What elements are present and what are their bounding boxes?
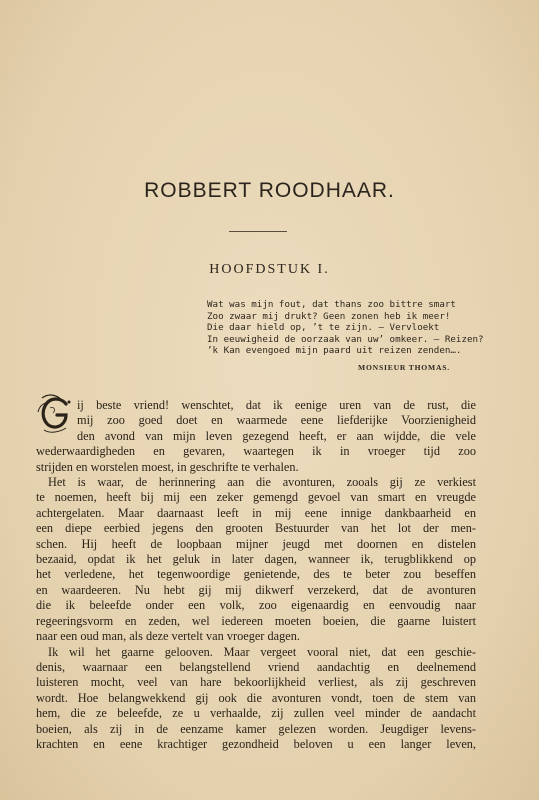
poem-line: Wat was mijn fout, dat thans zoo bittre smart [207,299,456,310]
body-line: een diepe eerbied jegens den grooten Bestuurder van het lot der men- [36,521,476,536]
body-text [36,398,476,752]
epigraph-poem [207,299,487,357]
book-title: ROBBERT ROODHAAR. [144,179,395,202]
body-line: en waardeeren. Nu hebt gij mij dikwerf verzekerd, dat de avonturen [36,582,476,597]
body-line: denis, waarnaar een belangstellend vriend aandachtig en deelnemend [36,659,476,674]
poem-line: Die daar hield op, ’t te zijn. — Vervloekt [207,322,440,334]
body-line: het verledene, het tegenwoordige genietende, des te beter zou beseffen [36,567,476,582]
body-line: krachten en eene krachtiger gezondheid beloven u een langer leven, [36,736,476,751]
body-line: die ik beleefde onder een volk, zoo eigenaardig en eenvoudig naar [36,598,476,613]
body-line: achtergelaten. Maar daarnaast leeft in mij eene innige dankbaarheid en [36,505,476,520]
epigraph-attribution: MONSIEUR THOMAS. [358,363,450,372]
body-line: Het is waar, de herinnering aan die avonturen, zooals gij ze verkiest [48,475,476,490]
body-line: den avond van mijn leven gezegend heeft, er aan wijdde, die vele [77,428,476,443]
body-line: strijden en worstelen moest, in geschrifte te verhalen. [36,459,299,474]
body-line: wordt. Hoe belangwekkend gij ook die avonturen vondt, toen de stem van [36,690,476,705]
body-line: wederwaardigheden en gevaren, waartegen ik in vroeger tijd zoo [36,444,476,459]
chapter-heading: HOOFDSTUK I. [209,262,330,277]
title-divider [229,231,287,232]
body-line: regeeringsvorm en zeden, wel iedereen moeten boeien, die gaarne luistert [36,613,476,628]
body-line: schen. Hij heeft de loopbaan mijner jeugd met doornen en distelen [36,536,476,551]
decorated-initial-g-icon [36,394,76,434]
body-line: ij beste vriend! wenschtet, dat ik eenige uren van de rust, die [77,398,476,412]
body-line: te noemen, heeft bij mij een zeker gemengd gevoel van smart en vreugde [36,490,476,505]
poem-line: Zoo zwaar mij drukt? Geen zonen heb ik meer! [207,310,451,322]
body-line: hem, die ze beleefde, ze u verhaalde, zij zullen veel minder de aandacht [36,706,476,721]
body-line: mij zoo goed doet en waarmede eene liefderijke Voorzienigheid [77,413,476,428]
body-line: Ik wil het gaarne gelooven. Maar vergeet vooral niet, dat een geschie- [48,644,476,659]
body-line: naar een oud man, als deze vertelt van vroeger dagen. [36,629,300,644]
decorated-initial [36,398,74,434]
poem-line: In eeuwigheid de oorzaak van uw’ omkeer. — Reizen? [207,333,484,345]
body-line: luisteren mocht, veel van hare bekoorlijkheid verliest, als zij geschreven [36,675,476,690]
body-line: bezaaid, opdat ik het geluk in later dagen, wanneer ik, terugblikkend op [36,552,476,567]
body-line: boeien, als zij in de eenzame kamer gelezen worden. Jeugdiger levens- [36,721,476,736]
poem-line: ’k Kan evengoed mijn paard uit reizen zenden…. [207,345,462,357]
